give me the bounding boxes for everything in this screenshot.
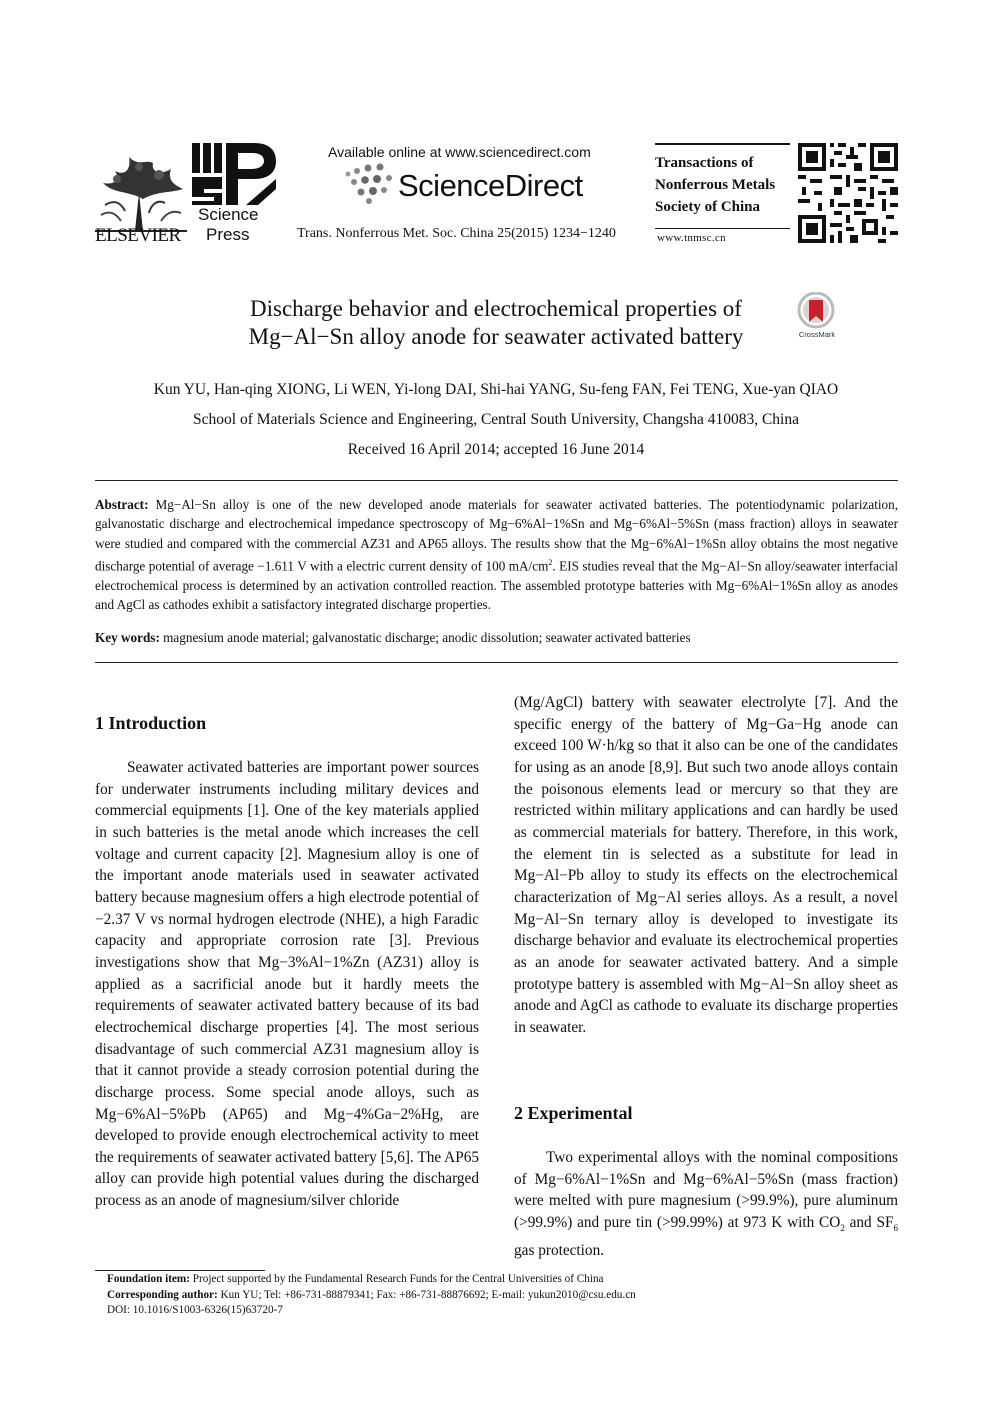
keywords xyxy=(95,630,898,646)
journal-url: www.tnmsc.cn xyxy=(657,232,726,244)
journal-reference: Trans. Nonferrous Met. Soc. China 25(2015) 1234−1240 xyxy=(297,226,616,241)
abstract-text-2: . EIS studies reveal that the Mg−Al−Sn alloy/seawater interfacial electrochemical process is determined by an activation controlled reaction. The assembled prototype batteries with Mg−6%Al−1%Sn alloy as anodes and AgCl as cathodes exhibit a satisfactory integrated discharge properties. xyxy=(95,558,899,612)
crossmark-label: CrossMark xyxy=(798,330,836,339)
author-list: Kun YU, Han-qing XIONG, Li WEN, Yi-long DAI, Shi-hai YANG, Su-feng FAN, Fei TENG, Xue-yan QIAO xyxy=(153,381,839,398)
abstract xyxy=(95,495,898,614)
crossmark-icon[interactable] xyxy=(796,292,838,340)
corresponding-text: Kun YU; Tel: +86-731-88879341; Fax: +86-731-88876692; E-mail: yukun2010@csu.edu.cn xyxy=(220,1289,636,1301)
elsevier-wordmark: ELSEVIER xyxy=(95,225,181,246)
abstract-top-rule xyxy=(95,480,898,481)
experimental-subscript-2: 6 xyxy=(893,1223,898,1234)
journal-box-line-3: Society of China xyxy=(655,199,760,215)
intro-paragraph-left: Seawater activated batteries are important power sources for underwater instruments including military devices and commercial equipments [1]. One of the key materials applied in such batteries is the metal anode which increases the cell voltage and current capacity [2]. Magnesium alloy is one of the important anode materials used in seawater activated battery because magnesium offers a high electrode potential of −2.37 V vs normal hydrogen electrode (NHE), a high Faradic capacity and appropriate corrosion rate [3]. Previous investigations show that Mg−3%Al−1%Zn (AZ31) alloy is applied as a sacrificial anode but it hardly meets the requirements of seawater activated battery because of its bad electrochemical discharge properties [4]. The most serious disadvantage of such commercial AZ31 magnesium alloy is that it cannot provide a steady corrosion potential during the discharge process. Some special anode alloys, such as Mg−6%Al−5%Pb (AP65) and Mg−4%Ga−2%Hg, are developed to provide enough electrochemical activity to meet the requirements of seawater activated battery [5,6]. The AP65 alloy can provide high potential values during the discharged process as an anode of magnesium/silver chloride xyxy=(95,759,479,1210)
footnote-doi: DOI: 10.1016/S1003-6326(15)63720-7 xyxy=(107,1304,283,1316)
article-title-line-2: Mg−Al−Sn alloy anode for seawater activated battery xyxy=(248,324,744,349)
sciencedirect-dots-icon xyxy=(344,162,396,206)
available-online-text: Available online at www.sciencedirect.com xyxy=(328,144,591,160)
science-press-line1: Science xyxy=(198,205,259,224)
footnote-foundation xyxy=(107,1273,604,1285)
abstract-bottom-rule xyxy=(95,662,898,663)
keywords-text: magnesium anode material; galvanostatic discharge; anodic dissolution; seawater activated batteries xyxy=(163,630,691,645)
footnote-corresponding xyxy=(107,1289,636,1301)
science-press-line2: Press xyxy=(206,225,250,244)
keywords-label: Key words: xyxy=(95,630,160,645)
abstract-superscript: 2 xyxy=(548,557,553,567)
qr-code-icon xyxy=(798,143,898,243)
experimental-subscript-1: 2 xyxy=(840,1223,845,1234)
journal-box-line-1: Transactions of xyxy=(655,155,754,171)
section-heading-experimental: 2 Experimental xyxy=(514,1103,633,1123)
journal-box-line-2: Nonferrous Metals xyxy=(655,177,776,193)
footnote-rule xyxy=(95,1270,265,1271)
section-heading-introduction: 1 Introduction xyxy=(95,713,207,733)
experimental-text-b: and SF xyxy=(844,1213,894,1231)
journal-title-box xyxy=(655,143,790,230)
experimental-text-c: gas protection. xyxy=(514,1241,605,1259)
abstract-text-1: Mg−Al−Sn alloy is one of the new developed anode materials for seawater activated batteries. The potentiodynamic polarization, galvanostatic discharge and electrochemical impedance spectroscopy of Mg−6%Al−1%Sn and Mg−6%Al−5%Sn (mass fraction) alloys in seawater were studied and compared with the commercial AZ31 and AP65 alloys. The results show that the Mg−6%Al−1%Sn alloy obtains the most negative discharge potential of average −1.611 V with a electric current density of 100 mA/cm xyxy=(95,497,899,574)
journal-box-bottom-rule xyxy=(655,228,790,229)
abstract-label: Abstract: xyxy=(95,497,149,512)
experimental-paragraph xyxy=(514,1147,898,1261)
received-dates: Received 16 April 2014; accepted 16 June 2014 xyxy=(347,441,645,458)
foundation-label: Foundation item: xyxy=(107,1273,190,1285)
experimental-text-a: Two experimental alloys with the nominal compositions of Mg−6%Al−1%Sn and Mg−6%Al−5%Sn (mass fraction) were melted with pure magnesium (>99.9%), pure aluminum (>99.9%) and pure tin (>99.99%) at 973 K with CO xyxy=(514,1149,898,1231)
corresponding-label: Corresponding author: xyxy=(107,1289,218,1301)
affiliation: School of Materials Science and Engineering, Central South University, Changsha 410083, China xyxy=(193,411,799,428)
article-title-line-1: Discharge behavior and electrochemical properties of xyxy=(250,296,742,321)
foundation-text: Project supported by the Fundamental Research Funds for the Central Universities of China xyxy=(192,1273,604,1285)
science-press-logo xyxy=(192,143,277,205)
sciencedirect-wordmark: ScienceDirect xyxy=(398,168,583,203)
intro-paragraph-right: (Mg/AgCl) battery with seawater electrolyte [7]. And the specific energy of the battery of Mg−Ga−Hg anode can exceed 100 W·h/kg so that it also can be one of the candidates for using as an anode [8,9]. But such two anode alloys contain the poisonous elements lead or mercury so that they are restricted within military applications and can hardly be used as commercial materials for battery. Therefore, in this work, the element tin is selected as a substitute for lead in Mg−Al−Pb alloy to study its effects on the electrochemical characterization of Mg−Al series alloys. As a result, a novel Mg−Al−Sn ternary alloy is developed to investigate its discharge behavior and evaluate its electrochemical properties as an anode for seawater activated battery. And a simple prototype battery is assembled with Mg−Al−Sn alloy sheet as anode and AgCl as cathode to evaluate its discharge properties in seawater. xyxy=(514,694,898,1036)
